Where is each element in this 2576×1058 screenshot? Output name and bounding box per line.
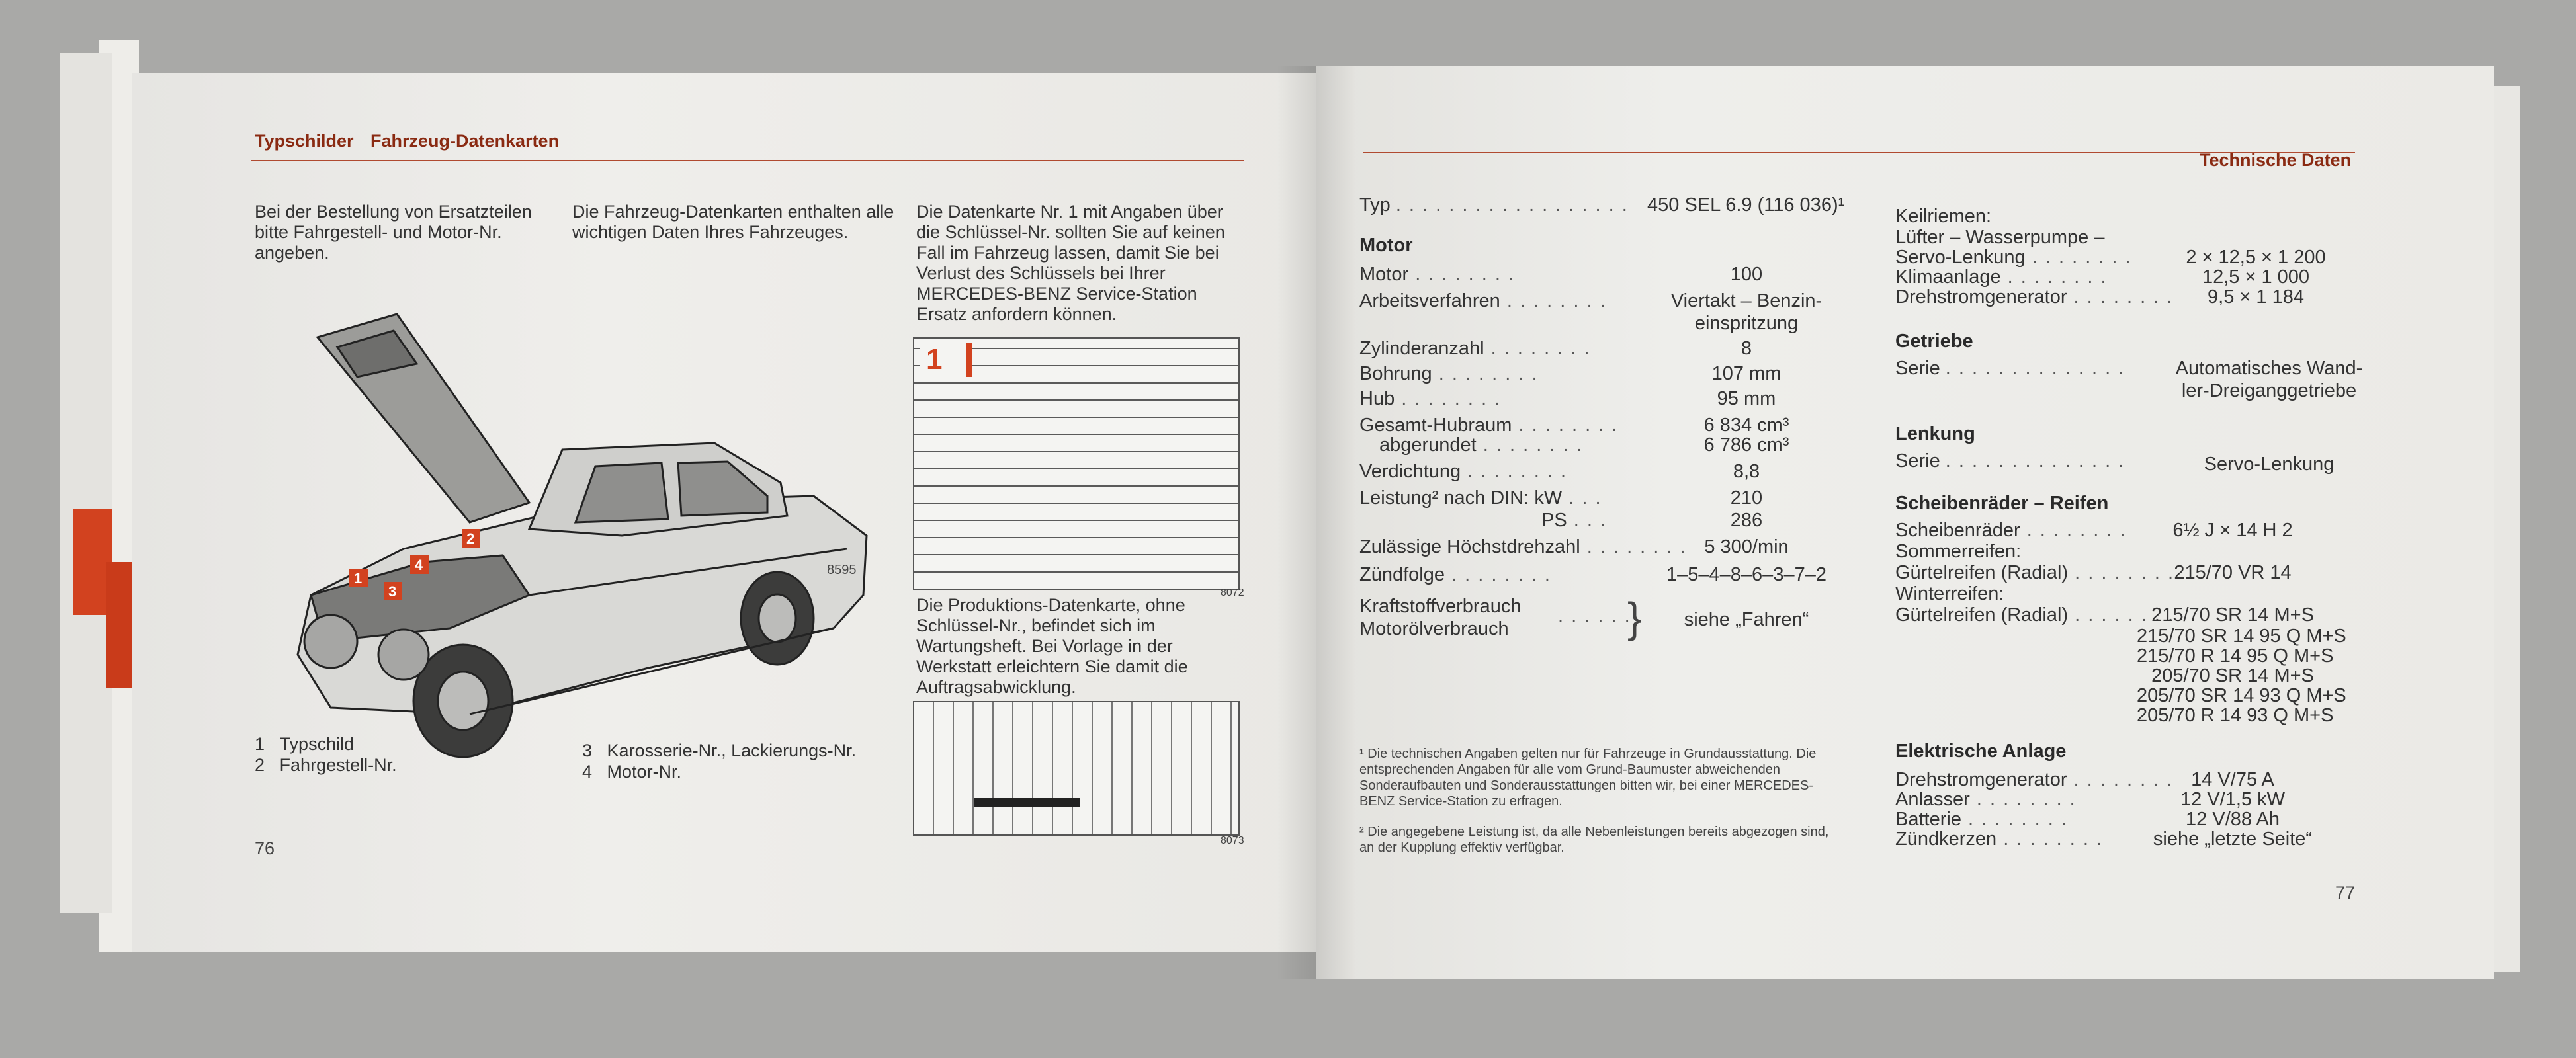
section-label: Typschilder	[255, 131, 354, 151]
fuel-brace: }	[1627, 594, 1642, 641]
legend-item: 3 Karosserie-Nr., Lackierungs-Nr.	[582, 741, 857, 760]
spec-value: 95 mm	[1717, 388, 1776, 409]
spec-label: PS . . .	[1541, 510, 1608, 531]
getriebe-row: Serie . . . . . . . . . . . . . .	[1895, 358, 2125, 379]
spec-value: 14 V/75 A	[2191, 769, 2274, 790]
spec-label: Bohrung . . . . . . . .	[1359, 363, 1539, 384]
red-thumb-tab	[106, 562, 132, 688]
spec-label: Scheibenräder . . . . . . . .	[1895, 520, 2127, 541]
marker-1: 1	[354, 570, 363, 587]
spec-label: Gesamt-Hubraum . . . . . . . .	[1359, 415, 1619, 436]
card2-code: 8073	[1221, 835, 1244, 846]
spec-value: Viertakt – Benzin-	[1670, 290, 1823, 311]
spec-value: einspritzung	[1694, 313, 1799, 334]
spec-label: Leistung² nach DIN: kW . . .	[1359, 487, 1602, 509]
motor-heading: Motor	[1359, 235, 1413, 256]
legend-item: 1 Typschild	[255, 734, 355, 754]
spec-value: 100	[1730, 264, 1763, 285]
winterreifen-value: 205/70 R 14 93 Q M+S	[2137, 705, 2334, 726]
lenkung-row: Serie . . . . . . . . . . . . . .	[1895, 450, 2125, 471]
spec-value: 215/70 SR 14 M+S	[2151, 604, 2314, 626]
getriebe-heading: Getriebe	[1895, 331, 1973, 352]
footnote-2: ² Die angegebene Leistung ist, da alle Nebenleistungen bereits abgezogen sind, an der Kupplung effektiv verfügbar.	[1359, 825, 1829, 855]
typ-value: 450 SEL 6.9 (116 036)¹	[1647, 194, 1845, 216]
spec-label: Verdichtung . . . . . . . .	[1359, 461, 1568, 482]
legend-item: 4 Motor-Nr.	[582, 762, 682, 782]
spec-value: 12 V/88 Ah	[2186, 809, 2280, 830]
spec-value: 6½ J × 14 H 2	[2172, 520, 2293, 541]
card1-code: 8072	[1221, 587, 1244, 598]
spec-label: Servo-Lenkung . . . . . . . .	[1895, 247, 2132, 268]
marker-4: 4	[415, 557, 423, 573]
getriebe-value-1: Automatisches Wand-	[2175, 358, 2363, 379]
spec-label: Gürtelreifen (Radial) . . . . . . . .	[1895, 604, 2175, 626]
spec-label: Winterreifen:	[1895, 583, 2004, 604]
datenkarte-badge: 1	[920, 343, 972, 377]
spec-value: 210	[1730, 487, 1763, 509]
spec-label: Drehstromgenerator . . . . . . . .	[1895, 769, 2174, 790]
getriebe-value-2: ler-Dreiganggetriebe	[2181, 380, 2357, 401]
spec-label: Batterie . . . . . . . .	[1895, 809, 2068, 830]
spec-value: 107 mm	[1711, 363, 1782, 384]
datenkarte-1	[913, 337, 1240, 590]
page-title: Technische Daten	[2200, 150, 2352, 170]
spec-value: 286	[1730, 510, 1763, 531]
col1-text: Bei der Bestellung von Ersatzteilen bitte Fahrgestell- und Motor-Nr. angeben.	[255, 202, 532, 263]
winterreifen-value: 205/70 SR 14 M+S	[2151, 665, 2314, 686]
spec-value: 8,8	[1733, 461, 1760, 482]
car-illustration	[251, 284, 913, 760]
book-gutter-shadow	[1277, 66, 1356, 979]
spec-label: Zündfolge . . . . . . . .	[1359, 564, 1551, 585]
page-number: 76	[255, 838, 275, 858]
spec-label: Zulässige Höchstdrehzahl . . . . . . . .	[1359, 536, 1687, 557]
spec-value: 2 × 12,5 × 1 200	[2186, 247, 2326, 268]
left-page	[132, 73, 1316, 952]
spec-label: Klimaanlage . . . . . . . .	[1895, 266, 2108, 288]
winterreifen-value: 205/70 SR 14 93 Q M+S	[2137, 685, 2346, 706]
spec-value: 6 786 cm³	[1703, 434, 1789, 456]
card-black-bar	[974, 798, 1080, 807]
spec-value: 9,5 × 1 184	[2208, 286, 2304, 307]
col3-text-2: Die Produktions-Datenkarte, ohne Schlüssel-Nr., befindet sich im Wartungsheft. Bei Vorlage in der Werkstatt erleichtern Sie damit die Auftragsabwicklung.	[916, 595, 1188, 697]
elektrik-heading: Elektrische Anlage	[1895, 741, 2067, 762]
spec-value: 8	[1740, 338, 1752, 359]
spec-label: Zylinderanzahl . . . . . . . .	[1359, 338, 1591, 359]
marker-3: 3	[388, 583, 397, 600]
spec-label: Gürtelreifen (Radial) . . . . . . . .	[1895, 562, 2175, 583]
spec-value: 1–5–4–8–6–3–7–2	[1666, 564, 1826, 585]
typ-label: Typ . . . . . . . . . . . . . . . . . .	[1359, 194, 1629, 216]
spec-label: Sommerreifen:	[1895, 541, 2022, 562]
marker-2: 2	[466, 530, 475, 547]
page-number: 77	[2335, 883, 2356, 903]
spec-label: Lüfter – Wasserpumpe –	[1895, 227, 2105, 248]
left-page-stack-edge-2	[60, 53, 112, 913]
spec-value: 12,5 × 1 000	[2202, 266, 2310, 288]
fuel-value: siehe „Fahren“	[1684, 609, 1809, 630]
spec-label: Zündkerzen . . . . . . . .	[1895, 829, 2104, 850]
spec-label: Motor . . . . . . . .	[1359, 264, 1516, 285]
spec-label: Anlasser . . . . . . . .	[1895, 789, 2077, 810]
col3-text: Die Datenkarte Nr. 1 mit Angaben über die Schlüssel-Nr. sollten Sie auf keinen Fall im Fahrzeug lassen, damit Sie bei Verlust des Schlüssels bei Ihrer MERCEDES-BENZ Service-Station Ersatz anfordern können.	[916, 202, 1225, 324]
keilriemen-heading: Keilriemen:	[1895, 206, 1992, 227]
lenkung-heading: Lenkung	[1895, 423, 1975, 444]
fuel-label: Kraftstoffverbrauch	[1359, 596, 1522, 617]
spec-label: Arbeitsverfahren . . . . . . . .	[1359, 290, 1607, 311]
winterreifen-value: 215/70 R 14 95 Q M+S	[2137, 645, 2334, 667]
raeder-heading: Scheibenräder – Reifen	[1895, 493, 2109, 514]
page-title: Fahrzeug-Datenkarten	[370, 131, 560, 151]
spec-label: Drehstromgenerator . . . . . . . .	[1895, 286, 2174, 307]
spec-value: siehe „letzte Seite“	[2153, 829, 2313, 850]
spec-value: 6 834 cm³	[1703, 415, 1789, 436]
produktions-datenkarte	[913, 701, 1240, 836]
spec-label: Hub . . . . . . . .	[1359, 388, 1502, 409]
spec-value: 5 300/min	[1704, 536, 1789, 557]
right-page	[1316, 66, 2494, 979]
fuel-dots: . . . . . .	[1558, 606, 1631, 627]
winterreifen-value: 215/70 SR 14 95 Q M+S	[2137, 626, 2346, 647]
legend-item: 2 Fahrgestell-Nr.	[255, 755, 397, 775]
spec-value: 215/70 VR 14	[2174, 562, 2292, 583]
oil-label: Motorölverbrauch	[1359, 618, 1509, 639]
footnote-1: ¹ Die technischen Angaben gelten nur für Fahrzeuge in Grundausstattung. Die entsprechenden Angaben für alle vom Grund-Baumuster abweichenden Sonderaufbauten und Sonderausstattungen bitten wir, bei einer MERCEDES-BENZ Service-Station zu erfragen.	[1359, 747, 1817, 809]
col2-text: Die Fahrzeug-Datenkarten enthalten alle wichtigen Daten Ihres Fahrzeuges.	[572, 202, 894, 242]
spec-label: abgerundet . . . . . . . .	[1379, 434, 1583, 456]
header-rule	[251, 160, 1244, 161]
spec-value: 12 V/1,5 kW	[2180, 789, 2285, 810]
lenkung-value: Servo-Lenkung	[2204, 454, 2335, 475]
figure-number: 8595	[827, 563, 857, 577]
